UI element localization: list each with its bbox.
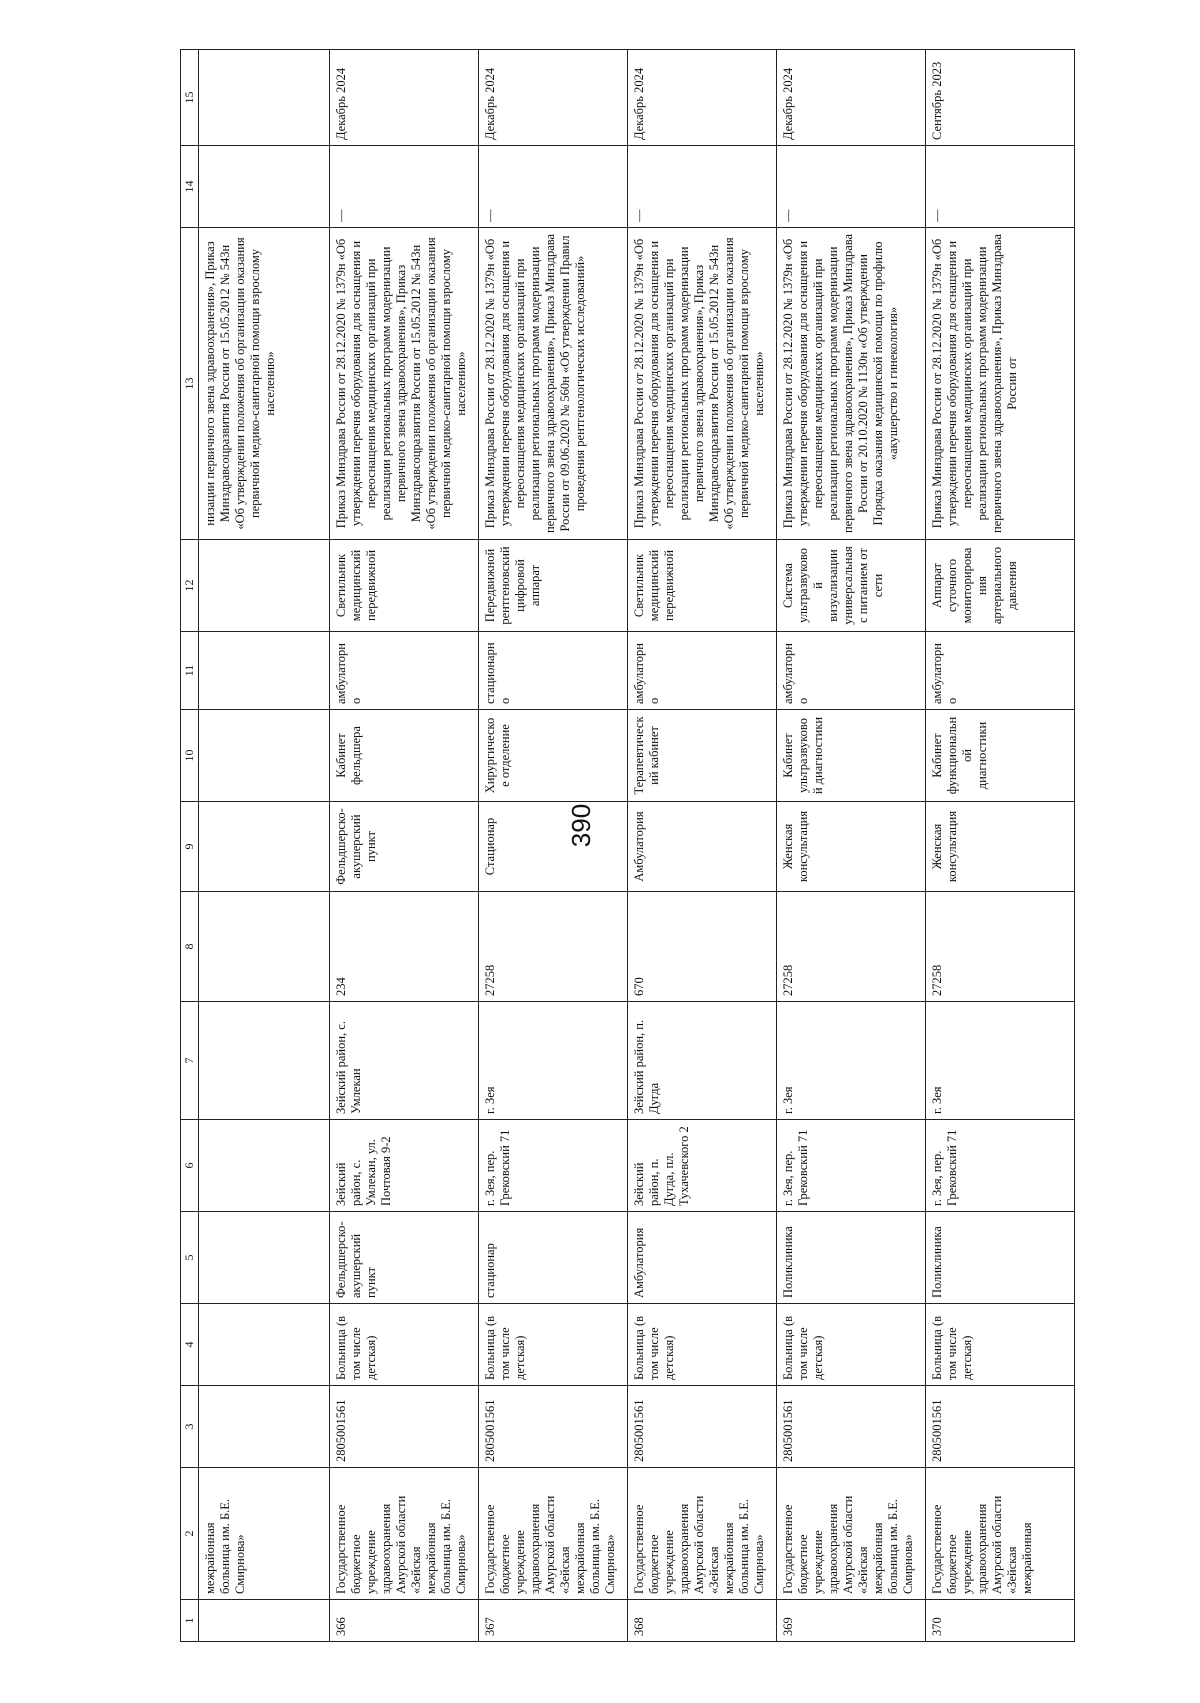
cell-mode: амбулаторно: [330, 632, 479, 710]
cell-organization: Государственное бюджетное учреждение здравоохранения Амурской области «Зейская межрайонная больница им. Б.Е. Смирнова»: [777, 1468, 926, 1600]
cell-org-type: Больница (в том числе детская): [479, 1304, 628, 1386]
cell-regulation: Приказ Минздрава России от 28.12.2020 № 1379н «Об утверждении перечня оборудования для оснащения и переоснащения медицинских организаций при реализации региональных программ модернизации первичного звена здравоохранения», Приказ Минздравсоцразвития России от 15.05.2012 № 543н «Об утверждении положения об организации оказания первичной медико-санитарной помощи взрослому населению»: [628, 228, 777, 540]
cell-room: [199, 710, 330, 802]
cell-unit-type: Поликлиника: [777, 1212, 926, 1304]
cell-inn: 2805001561: [628, 1386, 777, 1468]
cell-mode: [199, 632, 330, 710]
cell-address: г. Зея, пер. Грековский 71: [777, 1120, 926, 1212]
cell-population: 670: [628, 892, 777, 1002]
cell-organization: Государственное бюджетное учреждение здравоохранения Амурской области «Зейская межрайонная: [926, 1468, 1075, 1600]
col-header: 4: [181, 1304, 199, 1386]
col-header: 3: [181, 1386, 199, 1468]
col-header: 2: [181, 1468, 199, 1600]
cell-col14: —: [777, 146, 926, 228]
cell-org-type: Больница (в том числе детская): [777, 1304, 926, 1386]
cell-room: Кабинет ультразвуковой диагностики: [777, 710, 926, 802]
col-header: 1: [181, 1600, 199, 1642]
col-header: 10: [181, 710, 199, 802]
cell-regulation: Приказ Минздрава России от 28.12.2020 № 1379н «Об утверждении перечня оборудования для оснащения и переоснащения медицинских организаций при реализации региональных программ модернизации первичного звена здравоохранения», Приказ Минздрава России от: [926, 228, 1075, 540]
equipment-table: [180, 49, 1075, 1642]
cell-unit-type: Фельдшерско-акушерский пункт: [330, 1212, 479, 1304]
cell-room: Кабинет функциональной диагностики: [926, 710, 1075, 802]
cell-inn: 2805001561: [926, 1386, 1075, 1468]
cell-regulation: Приказ Минздрава России от 28.12.2020 № 1379н «Об утверждении перечня оборудования для оснащения и переоснащения медицинских организаций при реализации региональных программ модернизации первичного звена здравоохранения», Приказ Минздравсоцразвития России от 15.05.2012 № 543н «Об утверждении положения об организации оказания первичной медико-санитарной помощи взрослому населению»: [330, 228, 479, 540]
cell-locality: г. Зея: [777, 1002, 926, 1120]
table-row: [330, 50, 479, 1642]
cell-room: Хирургическое отделение: [479, 710, 628, 802]
cell-date: [199, 50, 330, 146]
table-row: [926, 50, 1075, 1642]
cell-org-type: Больница (в том числе детская): [628, 1304, 777, 1386]
cell-regulation: Приказ Минздрава России от 28.12.2020 № 1379н «Об утверждении перечня оборудования для оснащения и переоснащения медицинских организаций при реализации региональных программ модернизации первичного звена здравоохранения», Приказ Минздрава России от 20.10.2020 № 1130н «Об утверждении Порядка оказания медицинской помощи по профилю «акушерство и гинекология»: [777, 228, 926, 540]
table-row: [479, 50, 628, 1642]
cell-locality: г. Зея: [479, 1002, 628, 1120]
cell-mode: амбулаторно: [628, 632, 777, 710]
cell-equipment: Светильник медицинский передвижной: [330, 540, 479, 632]
cell-organization: Государственное бюджетное учреждение здравоохранения Амурской области «Зейская межрайонная больница им. Б.Е. Смирнова»: [628, 1468, 777, 1600]
cell-org-type: Больница (в том числе детская): [330, 1304, 479, 1386]
cell-population: 27258: [479, 892, 628, 1002]
col-header: 12: [181, 540, 199, 632]
cell-col14: [199, 146, 330, 228]
cell-locality: г. Зея: [926, 1002, 1075, 1120]
cell-locality: Зейский район, с. Умлекан: [330, 1002, 479, 1120]
cell-inn: 2805001561: [479, 1386, 628, 1468]
table-row: [628, 50, 777, 1642]
cell-regulation: низации первичного звена здравоохранения», Приказ Минздравсоцразвития России от 15.05.2012 № 543н «Об утверждении положения об организации оказания первичной медико-санитарной помощи взрослому населению»: [199, 228, 330, 540]
cell-number: 370: [926, 1600, 1075, 1642]
cell-inn: [199, 1386, 330, 1468]
cell-room: Кабинет фельдшера: [330, 710, 479, 802]
cell-equipment: Аппарат суточного мониторирования артериального давления: [926, 540, 1075, 632]
col-header: 7: [181, 1002, 199, 1120]
table-row-continuation: [199, 50, 330, 1642]
cell-number: [199, 1600, 330, 1642]
cell-number: 369: [777, 1600, 926, 1642]
col-header: 13: [181, 228, 199, 540]
cell-equipment: Передвижной рентгеновский цифровой аппарат: [479, 540, 628, 632]
cell-inn: 2805001561: [330, 1386, 479, 1468]
cell-col14: —: [330, 146, 479, 228]
cell-unit-type: [199, 1212, 330, 1304]
header-row: [181, 50, 199, 1642]
cell-number: 368: [628, 1600, 777, 1642]
cell-locality: Зейский район, п. Дугда: [628, 1002, 777, 1120]
col-header: 5: [181, 1212, 199, 1304]
cell-population: [199, 892, 330, 1002]
cell-locality: [199, 1002, 330, 1120]
cell-organization: Государственное бюджетное учреждение здравоохранения Амурской области «Зейская межрайонная больница им. Б.Е. Смирнова»: [330, 1468, 479, 1600]
cell-division: Фельдшерско-акушерский пункт: [330, 802, 479, 892]
document-table-rotated: [180, 50, 1045, 1642]
cell-date: Сентябрь 2023: [926, 50, 1075, 146]
cell-equipment: Система ультразвуковой визуализации универсальная с питанием от сети: [777, 540, 926, 632]
cell-unit-type: Амбулатория: [628, 1212, 777, 1304]
col-header: 15: [181, 50, 199, 146]
cell-population: 27258: [926, 892, 1075, 1002]
cell-organization: Государственное бюджетное учреждение здравоохранения Амурской области «Зейская межрайонная больница им. Б.Е. Смирнова»: [479, 1468, 628, 1600]
cell-org-type: [199, 1304, 330, 1386]
cell-inn: 2805001561: [777, 1386, 926, 1468]
cell-address: г. Зея, пер. Грековский 71: [926, 1120, 1075, 1212]
table-row: [777, 50, 926, 1642]
cell-date: Декабрь 2024: [628, 50, 777, 146]
cell-date: Декабрь 2024: [479, 50, 628, 146]
cell-division: [199, 802, 330, 892]
cell-division: Женская консультация: [777, 802, 926, 892]
cell-col14: —: [479, 146, 628, 228]
col-header: 9: [181, 802, 199, 892]
cell-mode: стационарно: [479, 632, 628, 710]
cell-org-type: Больница (в том числе детская): [926, 1304, 1075, 1386]
cell-unit-type: Поликлиника: [926, 1212, 1075, 1304]
col-header: 8: [181, 892, 199, 1002]
cell-mode: амбулаторно: [926, 632, 1075, 710]
cell-number: 366: [330, 1600, 479, 1642]
cell-equipment: Светильник медицинский передвижной: [628, 540, 777, 632]
cell-population: 234: [330, 892, 479, 1002]
cell-division: Женская консультация: [926, 802, 1075, 892]
cell-date: Декабрь 2024: [330, 50, 479, 146]
cell-col14: —: [926, 146, 1075, 228]
cell-equipment: [199, 540, 330, 632]
col-header: 6: [181, 1120, 199, 1212]
cell-number: 367: [479, 1600, 628, 1642]
cell-col14: —: [628, 146, 777, 228]
col-header: 11: [181, 632, 199, 710]
cell-room: Терапевтический кабинет: [628, 710, 777, 802]
cell-date: Декабрь 2024: [777, 50, 926, 146]
cell-address: [199, 1120, 330, 1212]
page-number: 390: [566, 803, 597, 848]
cell-organization: межрайонная больница им. Б.Е. Смирнова»: [199, 1468, 330, 1600]
cell-division: Амбулатория: [628, 802, 777, 892]
cell-division: Стационар: [479, 802, 628, 892]
cell-mode: амбулаторно: [777, 632, 926, 710]
cell-address: г. Зея, пер. Грековский 71: [479, 1120, 628, 1212]
cell-population: 27258: [777, 892, 926, 1002]
col-header: 14: [181, 146, 199, 228]
cell-address: Зейский район, с. Умлекан, ул. Почтовая 9-2: [330, 1120, 479, 1212]
cell-unit-type: стационар: [479, 1212, 628, 1304]
cell-regulation: Приказ Минздрава России от 28.12.2020 № 1379н «Об утверждении перечня оборудования для оснащения и переоснащения медицинских организаций при реализации региональных программ модернизации первичного звена здравоохранения», Приказ Минздрава России от 09.06.2020 № 560н «Об утверждении Правил проведения рентгенологических исследований»: [479, 228, 628, 540]
cell-address: Зейский район, п. Дугда, пл. Тухачевского 2: [628, 1120, 777, 1212]
